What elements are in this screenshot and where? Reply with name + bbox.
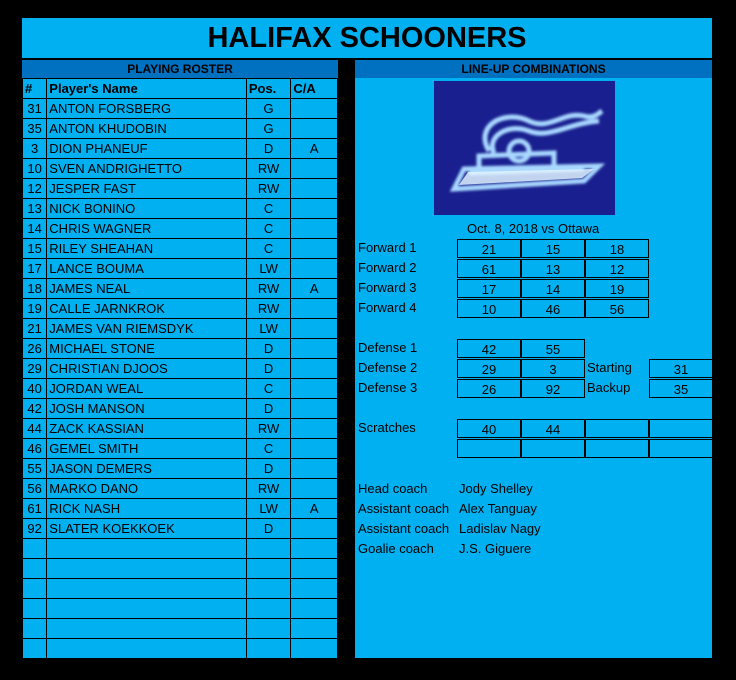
table-row xyxy=(23,399,338,419)
player-number: 56 xyxy=(23,479,47,499)
player-name: MICHAEL STONE xyxy=(47,339,247,359)
player-number: 15 xyxy=(23,239,47,259)
player-name: RILEY SHEAHAN xyxy=(47,239,247,259)
player-name: NICK BONINO xyxy=(47,199,247,219)
ship-icon xyxy=(434,81,615,215)
forward-slot: 61 xyxy=(457,259,521,278)
player-number xyxy=(23,539,47,559)
player-name: CALLE JARNKROK xyxy=(47,299,247,319)
forward-slot: 17 xyxy=(457,279,521,298)
forward-slot: 14 xyxy=(521,279,585,298)
table-row xyxy=(23,339,338,359)
forward-line-label: Forward 3 xyxy=(358,280,417,295)
player-captaincy xyxy=(291,359,338,379)
starting-goalie-label: Starting xyxy=(587,360,632,375)
player-name xyxy=(47,599,247,619)
defense-pair-label: Defense 3 xyxy=(358,380,418,395)
player-number: 31 xyxy=(23,99,47,119)
forward-line-label: Forward 2 xyxy=(358,260,417,275)
schooner-logo xyxy=(434,81,615,215)
player-position: RW xyxy=(246,179,291,199)
player-number: 29 xyxy=(23,359,47,379)
defense-slot: 92 xyxy=(521,379,585,398)
player-number xyxy=(23,579,47,599)
player-number: 42 xyxy=(23,399,47,419)
player-name: JAMES NEAL xyxy=(47,279,247,299)
player-number: 17 xyxy=(23,259,47,279)
table-row xyxy=(23,479,338,499)
player-captaincy xyxy=(291,519,338,539)
player-captaincy xyxy=(291,379,338,399)
table-row xyxy=(23,299,338,319)
player-captaincy xyxy=(291,239,338,259)
player-number xyxy=(23,619,47,639)
player-name xyxy=(47,579,247,599)
player-captaincy: A xyxy=(291,279,338,299)
coach-name: Ladislav Nagy xyxy=(459,521,541,536)
player-number: 12 xyxy=(23,179,47,199)
roster-header: PLAYING ROSTER xyxy=(22,60,338,78)
defense-slot: 55 xyxy=(521,339,585,358)
scratch-slot xyxy=(585,439,649,458)
defense-slot: 29 xyxy=(457,359,521,378)
forward-slot: 12 xyxy=(585,259,649,278)
team-title: HALIFAX SCHOONERS xyxy=(22,18,712,58)
coach-role: Assistant coach xyxy=(358,521,450,536)
player-number: 13 xyxy=(23,199,47,219)
player-number xyxy=(23,639,47,659)
backup-goalie-label: Backup xyxy=(587,380,631,395)
forward-slot: 15 xyxy=(521,239,585,258)
player-number: 92 xyxy=(23,519,47,539)
table-row xyxy=(23,359,338,379)
player-captaincy xyxy=(291,619,338,639)
player-captaincy xyxy=(291,199,338,219)
player-position: D xyxy=(246,459,291,479)
player-position: LW xyxy=(246,259,291,279)
table-row xyxy=(23,319,338,339)
player-number: 46 xyxy=(23,439,47,459)
player-position: LW xyxy=(246,319,291,339)
player-position xyxy=(246,599,291,619)
forward-slot: 10 xyxy=(457,299,521,318)
coach-name: Alex Tanguay xyxy=(459,501,537,516)
table-row xyxy=(23,99,338,119)
player-captaincy xyxy=(291,479,338,499)
table-row xyxy=(23,559,338,579)
table-row xyxy=(23,439,338,459)
table-row xyxy=(23,599,338,619)
player-number xyxy=(23,599,47,619)
player-name: JAMES VAN RIEMSDYK xyxy=(47,319,247,339)
table-row xyxy=(23,499,338,519)
player-captaincy xyxy=(291,539,338,559)
player-position: C xyxy=(246,239,291,259)
player-captaincy xyxy=(291,219,338,239)
coach-role: Assistant coach xyxy=(358,501,450,516)
defense-slot: 3 xyxy=(521,359,585,378)
scratches-label: Scratches xyxy=(358,420,416,435)
coach-name: J.S. Giguere xyxy=(459,541,532,556)
scratch-slot xyxy=(521,439,585,458)
player-name: JOSH MANSON xyxy=(47,399,247,419)
player-captaincy xyxy=(291,419,338,439)
player-number: 10 xyxy=(23,159,47,179)
player-captaincy xyxy=(291,579,338,599)
player-position: C xyxy=(246,439,291,459)
player-captaincy xyxy=(291,259,338,279)
col-pos: Pos. xyxy=(246,79,291,99)
starting-goalie: 31 xyxy=(649,359,713,378)
player-name: GEMEL SMITH xyxy=(47,439,247,459)
player-captaincy: A xyxy=(291,139,338,159)
player-captaincy xyxy=(291,159,338,179)
player-number: 18 xyxy=(23,279,47,299)
scratch-slot xyxy=(649,439,713,458)
player-name: ANTON FORSBERG xyxy=(47,99,247,119)
player-captaincy xyxy=(291,399,338,419)
player-captaincy xyxy=(291,559,338,579)
player-number: 40 xyxy=(23,379,47,399)
lineup-header: LINE-UP COMBINATIONS xyxy=(355,60,712,78)
player-number: 61 xyxy=(23,499,47,519)
player-number: 3 xyxy=(23,139,47,159)
player-name: ZACK KASSIAN xyxy=(47,419,247,439)
player-captaincy xyxy=(291,179,338,199)
defense-pair-label: Defense 2 xyxy=(358,360,418,375)
player-captaincy xyxy=(291,299,338,319)
player-name: SLATER KOEKKOEK xyxy=(47,519,247,539)
player-position: RW xyxy=(246,279,291,299)
player-name: JESPER FAST xyxy=(47,179,247,199)
player-position: C xyxy=(246,379,291,399)
scratch-slot xyxy=(457,439,521,458)
player-position: D xyxy=(246,399,291,419)
player-number: 19 xyxy=(23,299,47,319)
player-name: JORDAN WEAL xyxy=(47,379,247,399)
player-number: 21 xyxy=(23,319,47,339)
forward-line-label: Forward 1 xyxy=(358,240,417,255)
table-row xyxy=(23,179,338,199)
col-number: # xyxy=(23,79,47,99)
scratch-slot xyxy=(649,419,713,438)
player-position: RW xyxy=(246,299,291,319)
table-row xyxy=(23,519,338,539)
table-row xyxy=(23,619,338,639)
scratch-slot: 44 xyxy=(521,419,585,438)
player-position xyxy=(246,639,291,659)
player-position: LW xyxy=(246,499,291,519)
player-captaincy xyxy=(291,639,338,659)
player-number: 35 xyxy=(23,119,47,139)
col-name: Player's Name xyxy=(47,79,247,99)
player-name: LANCE BOUMA xyxy=(47,259,247,279)
coach-name: Jody Shelley xyxy=(459,481,533,496)
player-number: 44 xyxy=(23,419,47,439)
table-row xyxy=(23,279,338,299)
player-captaincy xyxy=(291,319,338,339)
player-number: 55 xyxy=(23,459,47,479)
player-name: SVEN ANDRIGHETTO xyxy=(47,159,247,179)
table-row xyxy=(23,119,338,139)
player-number: 14 xyxy=(23,219,47,239)
table-row xyxy=(23,419,338,439)
table-row xyxy=(23,579,338,599)
player-captaincy xyxy=(291,459,338,479)
player-captaincy xyxy=(291,99,338,119)
table-row xyxy=(23,639,338,659)
table-row xyxy=(23,379,338,399)
player-captaincy xyxy=(291,339,338,359)
player-position xyxy=(246,579,291,599)
forward-slot: 19 xyxy=(585,279,649,298)
table-row xyxy=(23,239,338,259)
table-row xyxy=(23,539,338,559)
player-name: DION PHANEUF xyxy=(47,139,247,159)
table-row xyxy=(23,219,338,239)
roster-header-row xyxy=(23,79,338,99)
forward-slot: 13 xyxy=(521,259,585,278)
player-position: G xyxy=(246,99,291,119)
forward-slot: 56 xyxy=(585,299,649,318)
backup-goalie: 35 xyxy=(649,379,713,398)
player-position: G xyxy=(246,119,291,139)
player-name: CHRISTIAN DJOOS xyxy=(47,359,247,379)
player-position: C xyxy=(246,199,291,219)
table-row xyxy=(23,139,338,159)
scratch-slot: 40 xyxy=(457,419,521,438)
player-name: JASON DEMERS xyxy=(47,459,247,479)
scratch-slot xyxy=(585,419,649,438)
defense-pair-label: Defense 1 xyxy=(358,340,418,355)
player-captaincy xyxy=(291,599,338,619)
player-captaincy xyxy=(291,439,338,459)
player-name: CHRIS WAGNER xyxy=(47,219,247,239)
player-number xyxy=(23,559,47,579)
forward-slot: 18 xyxy=(585,239,649,258)
player-captaincy: A xyxy=(291,499,338,519)
forward-slot: 46 xyxy=(521,299,585,318)
player-position: D xyxy=(246,519,291,539)
player-position: D xyxy=(246,139,291,159)
player-position: RW xyxy=(246,479,291,499)
table-row xyxy=(23,459,338,479)
player-name xyxy=(47,619,247,639)
coach-role: Head coach xyxy=(358,481,428,496)
roster-table xyxy=(22,78,338,659)
player-position xyxy=(246,619,291,639)
defense-slot: 42 xyxy=(457,339,521,358)
player-position: RW xyxy=(246,159,291,179)
player-name xyxy=(47,639,247,659)
player-position xyxy=(246,559,291,579)
coach-role: Goalie coach xyxy=(358,541,434,556)
player-position: RW xyxy=(246,419,291,439)
table-row xyxy=(23,159,338,179)
player-position xyxy=(246,539,291,559)
player-position: D xyxy=(246,359,291,379)
forward-line-label: Forward 4 xyxy=(358,300,417,315)
player-position: C xyxy=(246,219,291,239)
table-row xyxy=(23,199,338,219)
player-number: 26 xyxy=(23,339,47,359)
game-info: Oct. 8, 2018 vs Ottawa xyxy=(467,221,600,236)
player-name xyxy=(47,559,247,579)
player-name: MARKO DANO xyxy=(47,479,247,499)
player-name: ANTON KHUDOBIN xyxy=(47,119,247,139)
forward-slot: 21 xyxy=(457,239,521,258)
player-captaincy xyxy=(291,119,338,139)
col-ca: C/A xyxy=(291,79,338,99)
defense-slot: 26 xyxy=(457,379,521,398)
player-name xyxy=(47,539,247,559)
player-position: D xyxy=(246,339,291,359)
player-name: RICK NASH xyxy=(47,499,247,519)
table-row xyxy=(23,259,338,279)
